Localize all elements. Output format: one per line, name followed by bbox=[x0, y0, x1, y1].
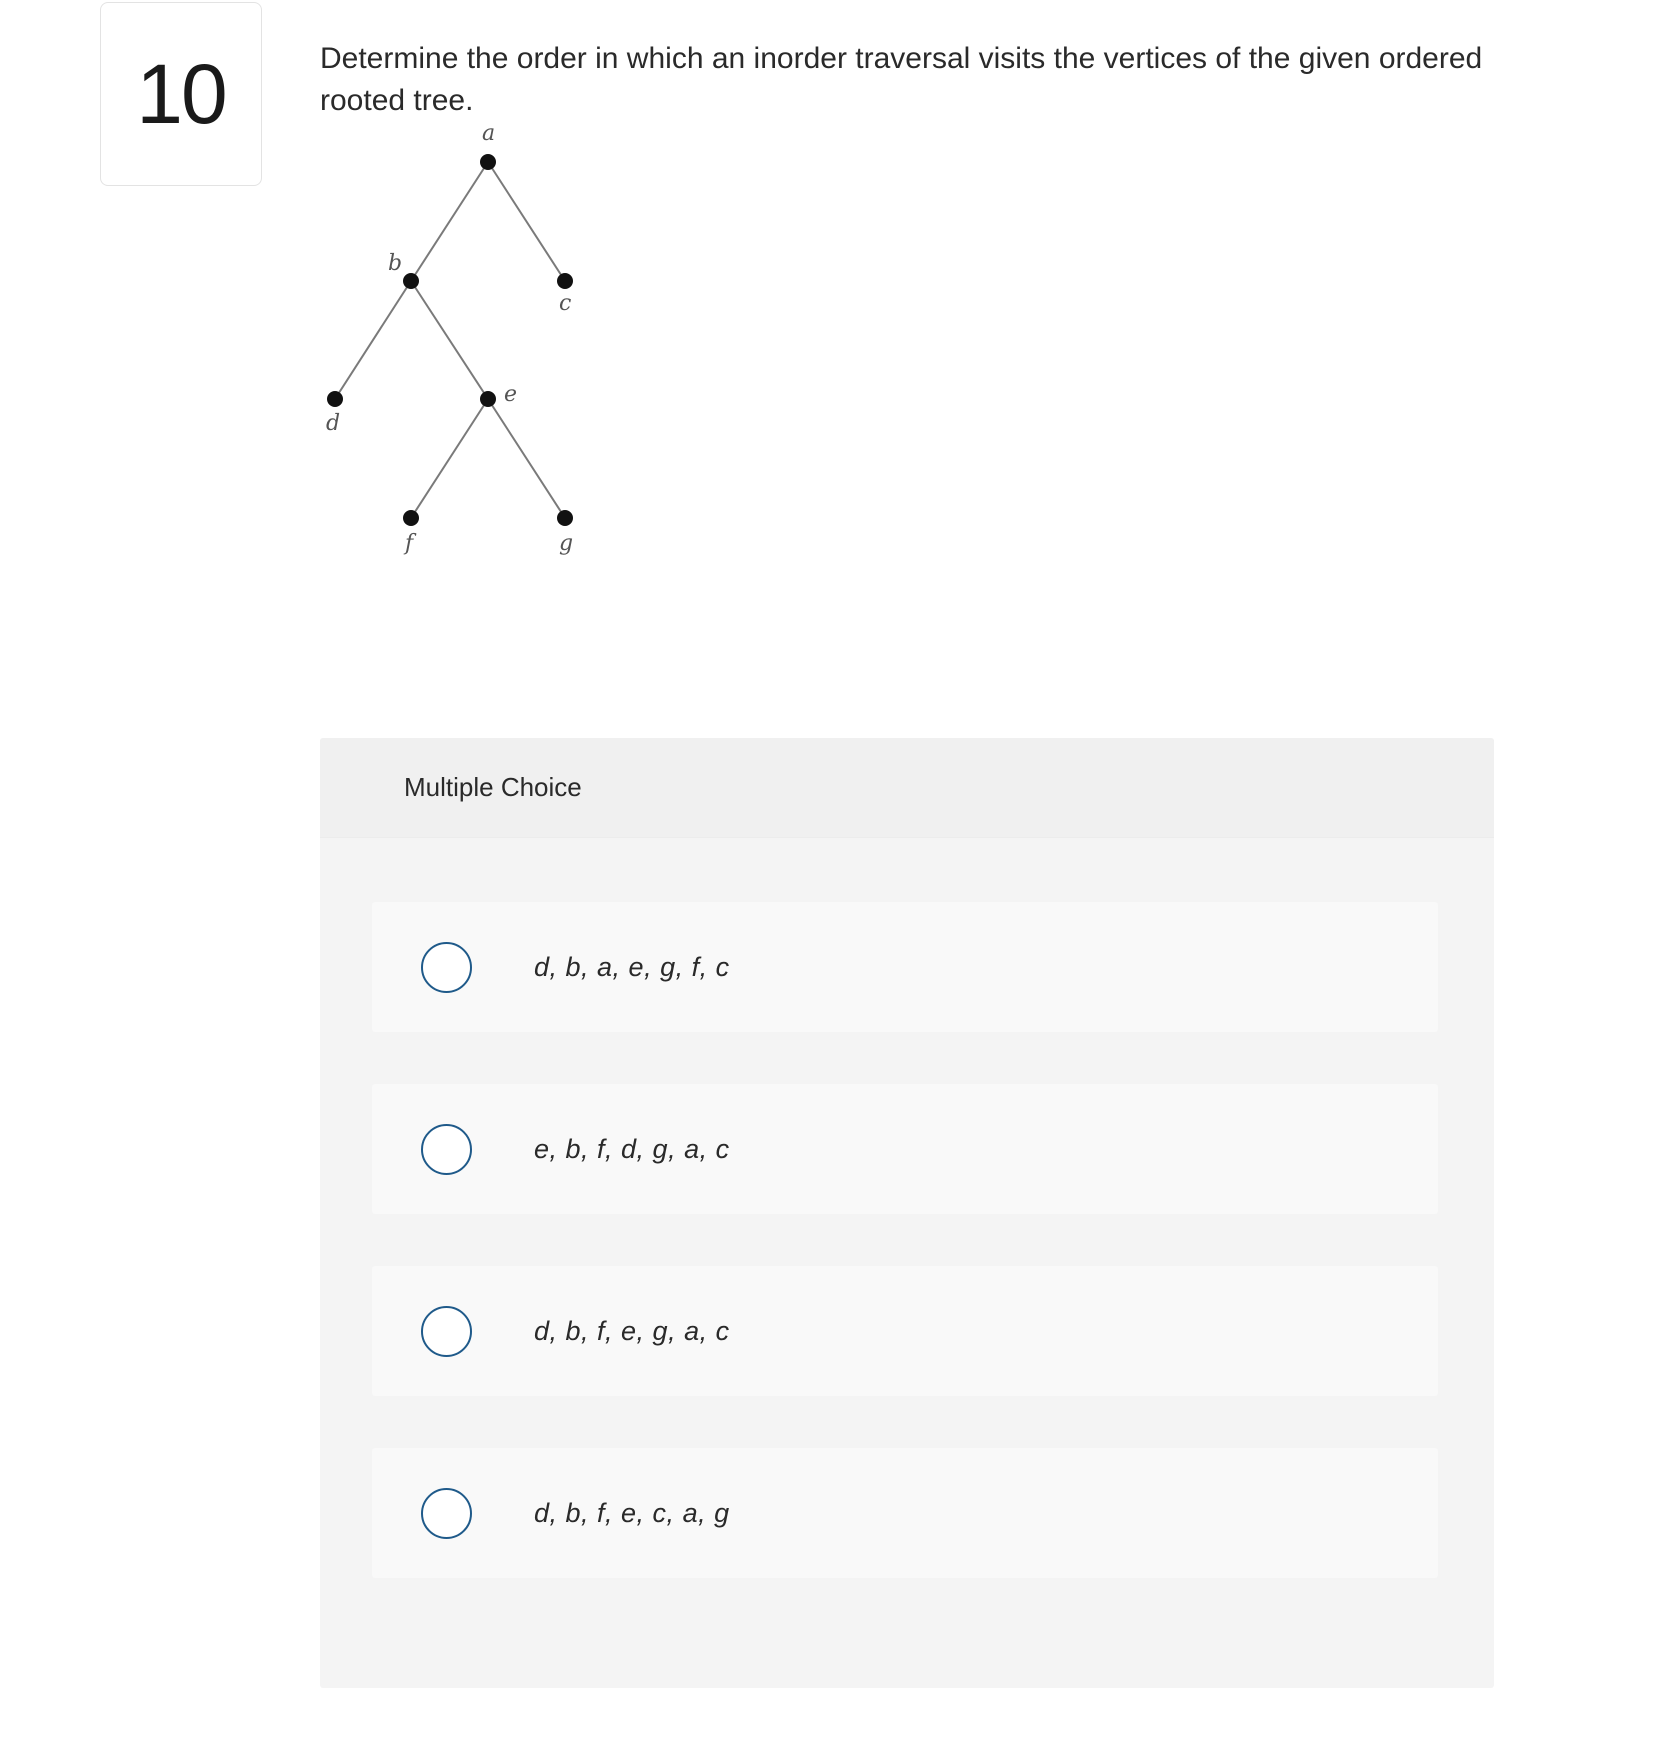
vertex-label-c: c bbox=[559, 291, 572, 316]
question-number: 10 bbox=[136, 46, 226, 141]
vertex-label-f: f bbox=[405, 531, 414, 556]
question-prompt: Determine the order in which an inorder traversal visits the vertices of the given ordered rooted tree. bbox=[320, 42, 1483, 117]
choice-option-2[interactable] bbox=[372, 1084, 1438, 1214]
edge-a-c bbox=[488, 162, 565, 281]
multiple-choice-panel bbox=[320, 738, 1494, 1688]
vertex-b bbox=[403, 273, 419, 289]
choice-label-1: d, b, a, e, g, f, c bbox=[534, 951, 730, 982]
vertex-f bbox=[403, 510, 419, 526]
multiple-choice-title: Multiple Choice bbox=[404, 772, 582, 802]
vertex-label-a: a bbox=[482, 121, 496, 146]
edge-b-d bbox=[335, 281, 411, 399]
vertex-label-d: d bbox=[326, 411, 341, 436]
tree-diagram bbox=[300, 120, 620, 580]
choice-label-2: e, b, f, d, g, a, c bbox=[534, 1133, 730, 1164]
vertex-c bbox=[557, 273, 573, 289]
vertex-d bbox=[327, 391, 343, 407]
choice-option-4[interactable] bbox=[372, 1448, 1438, 1578]
choice-label-3: d, b, f, e, g, a, c bbox=[534, 1315, 730, 1346]
edge-e-g bbox=[488, 399, 565, 518]
question-number-box bbox=[100, 2, 262, 186]
choice-list bbox=[372, 902, 1438, 1630]
choice-option-3[interactable] bbox=[372, 1266, 1438, 1396]
radio-button-3[interactable] bbox=[421, 1306, 472, 1357]
edge-b-e bbox=[411, 281, 488, 399]
radio-button-2[interactable] bbox=[421, 1124, 472, 1175]
choice-label-4: d, b, f, e, c, a, g bbox=[534, 1497, 730, 1528]
edge-e-f bbox=[411, 399, 488, 518]
tree-figure bbox=[300, 120, 620, 580]
choice-option-1[interactable] bbox=[372, 902, 1438, 1032]
multiple-choice-header bbox=[320, 738, 1494, 838]
vertex-a bbox=[480, 154, 496, 170]
edge-a-b bbox=[411, 162, 488, 281]
vertex-label-g: g bbox=[559, 531, 574, 556]
vertex-e bbox=[480, 391, 496, 407]
radio-button-4[interactable] bbox=[421, 1488, 472, 1539]
vertex-label-e: e bbox=[504, 382, 518, 407]
radio-button-1[interactable] bbox=[421, 942, 472, 993]
vertex-label-b: b bbox=[388, 251, 403, 276]
vertex-g bbox=[557, 510, 573, 526]
